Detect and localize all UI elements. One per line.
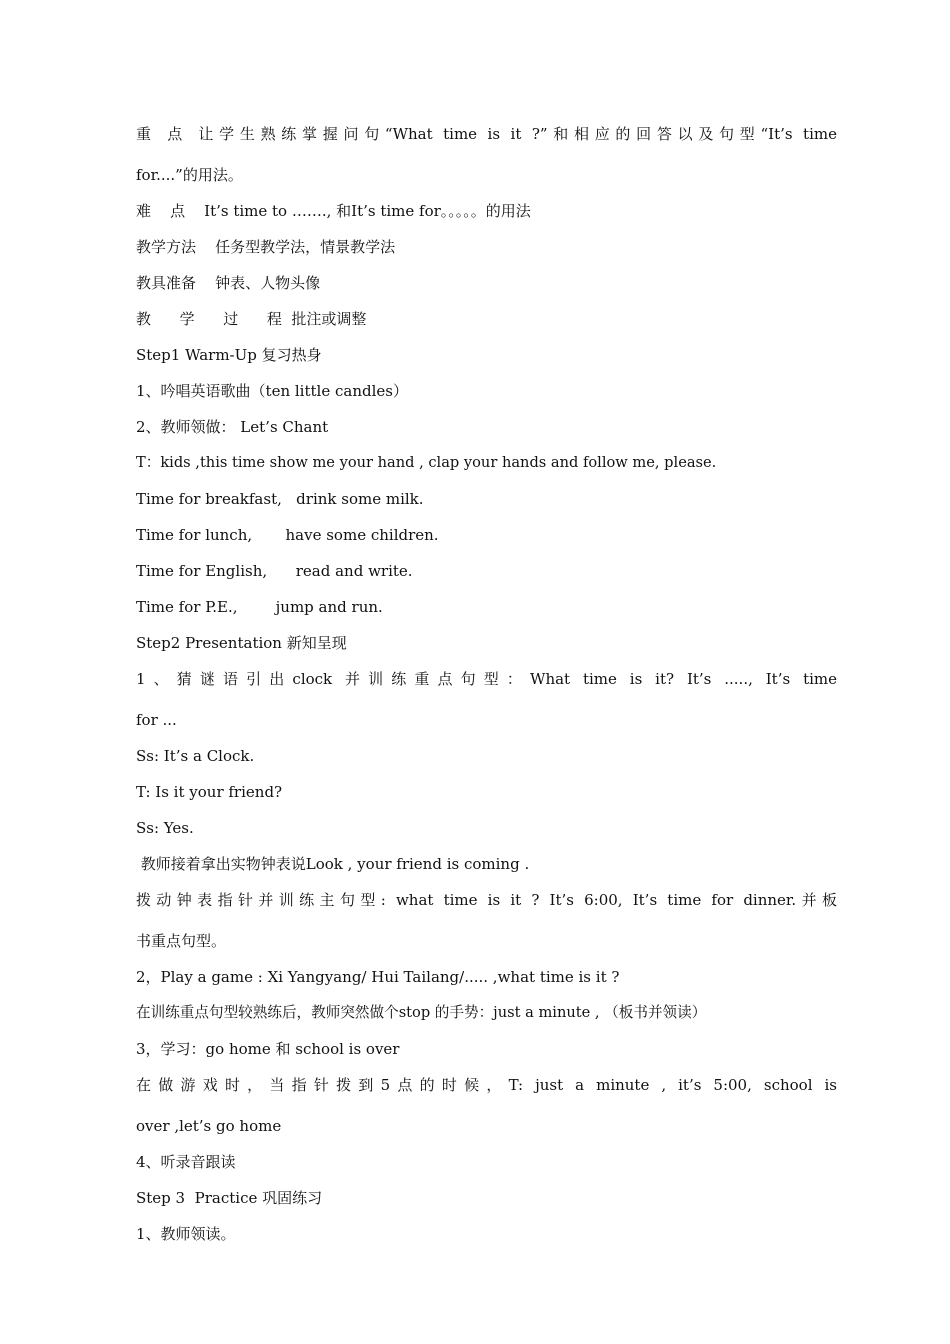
step3-item-1: 1、教师领读。 <box>136 1225 236 1243</box>
step2-heading: Step2 Presentation 新知呈现 <box>136 634 347 652</box>
clock-drill-line: 拨动钟表指针并训练主句型: what time is it ? It’s 6:00, It’s time for dinner.并板 <box>136 891 837 909</box>
teaching-method-line: 教学方法 任务型教学法，情景教学法 <box>136 238 396 256</box>
clock-drill-line-cont: 书重点句型。 <box>136 932 227 950</box>
chant-line-1: Time for breakfast, drink some milk. <box>136 490 424 508</box>
step2-item-4: 4、听录音跟读 <box>136 1153 236 1171</box>
teacher-instruction-line: T：kids ,this time show me your hand , clap your hands and follow me, please. <box>136 454 717 471</box>
dialogue-line-1: Ss: It’s a Clock. <box>136 747 255 765</box>
step3-heading: Step 3 Practice 巩固练习 <box>136 1189 323 1207</box>
game-line: 在做游戏时，当指针拨到5点的时候，T: just a minute , it’s 5:00, school is <box>136 1076 837 1094</box>
stop-gesture-line: 在训练重点句型较熟练后，教师突然做个stop 的手势：just a minute , （板书并领读） <box>136 1004 707 1021</box>
step2-item-3: 3，学习：go home 和 school is over <box>136 1040 400 1058</box>
game-line-cont: over ,let’s go home <box>136 1117 282 1135</box>
step1-heading: Step1 Warm-Up 复习热身 <box>136 346 322 364</box>
step2-item-1-cont: for ... <box>136 711 177 729</box>
teaching-aids-line: 教具准备 钟表、人物头像 <box>136 274 321 292</box>
chant-line-4: Time for P.E., jump and run. <box>136 598 383 616</box>
chant-line-3: Time for English, read and write. <box>136 562 413 580</box>
dialogue-line-3: Ss: Yes. <box>136 819 194 837</box>
dialogue-line-2: T: Is it your friend? <box>136 783 283 801</box>
step1-item-1: 1、吟唱英语歌曲（ten little candles） <box>136 382 408 400</box>
teaching-process-heading: 教 学 过 程 批注或调整 <box>136 310 367 328</box>
key-points-line: 重 点 让学生熟练掌握问句“What time is it ?”和相应的回答以及句型“It’s time <box>136 125 837 143</box>
chant-line-2: Time for lunch, have some children. <box>136 526 439 544</box>
key-points-line-cont: for....”的用法。 <box>136 166 243 184</box>
step1-item-2: 2、教师领做： Let’s Chant <box>136 418 329 436</box>
clock-intro-line: 教师接着拿出实物钟表说Look , your friend is coming . <box>136 855 530 873</box>
step2-item-1: 1、猜谜语引出clock 并训练重点句型：What time is it? It’s ....., It’s time <box>136 670 837 688</box>
step2-item-2: 2，Play a game : Xi Yangyang/ Hui Tailang/..... ,what time is it ? <box>136 968 620 986</box>
difficult-points-line: 难 点 It’s time to ……., 和It’s time for。。。。。的用法 <box>136 202 531 220</box>
